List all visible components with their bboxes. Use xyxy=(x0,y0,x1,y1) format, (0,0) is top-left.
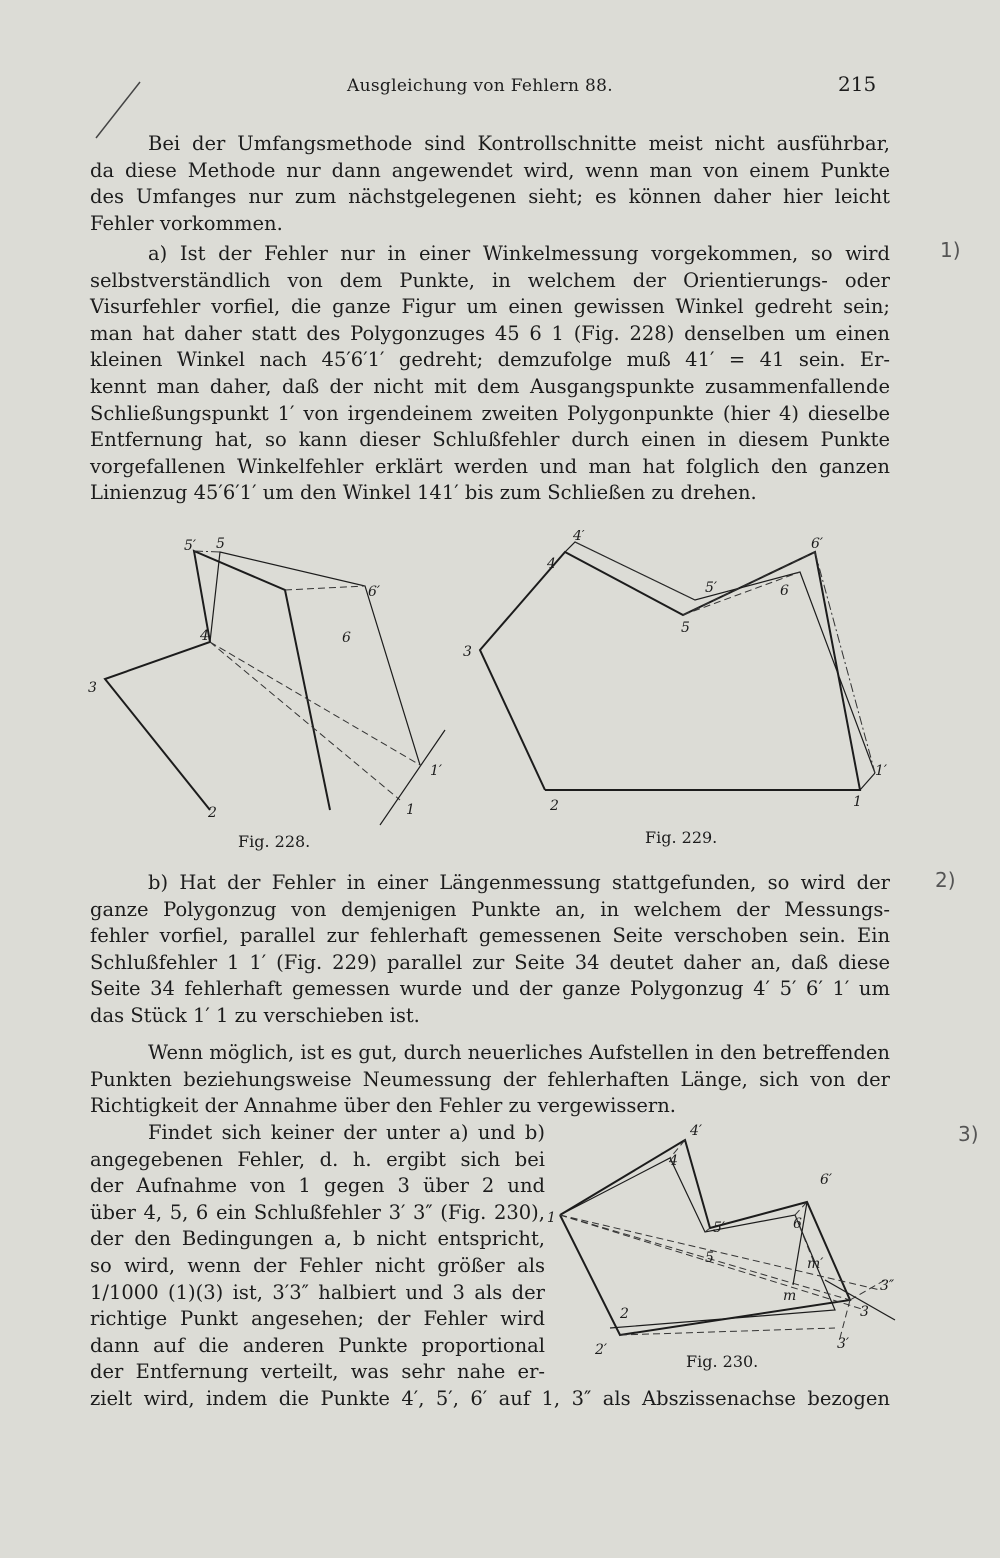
label: 2′ xyxy=(595,1342,608,1358)
paragraph-verify xyxy=(90,1040,890,1120)
text-line: des Umfanges nur zum nächstgelegenen sieht; es können daher hier leicht xyxy=(90,185,890,209)
text-line: so wird, wenn der Fehler nicht größer als xyxy=(90,1253,545,1277)
margin-note: 1) xyxy=(940,238,961,262)
label: 6′ xyxy=(368,584,381,600)
text-line: angegebenen Fehler, d. h. ergibt sich bei xyxy=(90,1147,545,1171)
label: 2 xyxy=(550,798,559,814)
text-line: Schlußfehler 1 1′ (Fig. 229) parallel zur Seite 34 deutet daher an, daß diese xyxy=(90,950,890,974)
text-line: man hat daher statt des Polygonzuges 45 6 1 (Fig. 228) denselben um einen xyxy=(90,321,890,345)
label: 2 xyxy=(620,1306,629,1322)
text-line: Fehler vorkommen. xyxy=(90,211,283,235)
paragraph-b xyxy=(90,870,890,1030)
text-line: selbstverständlich von dem Punkte, in welchem der Orientierungs- oder xyxy=(90,268,890,292)
label: 1 xyxy=(406,802,415,818)
text-line: über 4, 5, 6 ein Schlußfehler 3′ 3″ (Fig. 230), xyxy=(90,1200,545,1224)
figure-230 xyxy=(545,1120,905,1360)
text-line: Linienzug 45′6′1′ um den Winkel 141′ bis zum Schließen zu drehen. xyxy=(90,481,757,505)
text-line: zielt wird, indem die Punkte 4′, 5′, 6′ auf 1, 3″ als Abszissenachse bezogen xyxy=(90,1387,890,1410)
text-line: fehler vorfiel, parallel zur fehlerhaft gemessenen Seite verschoben sein. Ein xyxy=(90,924,890,948)
paragraph-continuation xyxy=(90,1386,890,1413)
text-line: ganze Polygonzug von demjenigen Punkte an, in welchem der Messungs- xyxy=(90,897,890,921)
text-line: Richtigkeit der Annahme über den Fehler zu vergewissern. xyxy=(90,1094,676,1118)
label: 3 xyxy=(88,680,97,696)
text-line: richtige Punkt angesehen; der Fehler wird xyxy=(90,1307,545,1331)
caption-fig230: Fig. 230. xyxy=(686,1352,759,1371)
label: 3 xyxy=(860,1304,869,1320)
label: 5′ xyxy=(713,1220,726,1236)
label: 6 xyxy=(793,1216,802,1232)
label: 1 xyxy=(547,1210,556,1226)
text-line: dann auf die anderen Punkte proportional xyxy=(90,1333,545,1357)
margin-note: 3) xyxy=(958,1122,979,1146)
label: 5 xyxy=(216,536,225,552)
label: 4′ xyxy=(573,530,586,544)
paragraph-intro xyxy=(90,131,890,237)
label: 2 xyxy=(208,805,217,821)
margin-note: 2) xyxy=(935,868,956,892)
figure-229 xyxy=(455,530,895,830)
label: 6 xyxy=(780,583,789,599)
text-line: Seite 34 fehlerhaft gemessen wurde und der ganze Polygonzug 4′ 5′ 6′ 1′ um xyxy=(90,977,890,1001)
caption-fig229: Fig. 229. xyxy=(645,828,718,847)
label: 6 xyxy=(342,630,351,646)
label: m′ xyxy=(807,1256,824,1272)
caption-fig228: Fig. 228. xyxy=(238,832,311,851)
text-line: kennt man daher, daß der nicht mit dem Ausgangspunkte zusammenfallende xyxy=(90,374,890,398)
text-line: Schließungspunkt 1′ von irgendeinem zweiten Polygonpunkte (hier 4) dieselbe xyxy=(90,401,890,425)
label: 6′ xyxy=(820,1172,833,1188)
label: 1 xyxy=(853,794,862,810)
label: 5 xyxy=(705,1250,714,1266)
text-line: 1/1000 (1)(3) ist, 3′3″ halbiert und 3 als der xyxy=(90,1280,545,1304)
label: 4′ xyxy=(690,1123,703,1139)
text-line: Wenn möglich, ist es gut, durch neuerliches Aufstellen in den betreffenden xyxy=(148,1041,890,1064)
label: 4 xyxy=(669,1153,678,1169)
text-line: da diese Methode nur dann angewendet wird, wenn man von einem Punkte xyxy=(90,158,890,182)
label: 3″ xyxy=(880,1278,895,1294)
text-line: Bei der Umfangsmethode sind Kontrollschnitte meist nicht ausführbar, xyxy=(148,132,890,155)
text-line: der Aufnahme von 1 gegen 3 über 2 und xyxy=(90,1174,545,1198)
running-header: Ausgleichung von Fehlern 88. xyxy=(347,76,613,96)
label: 5 xyxy=(681,620,690,636)
label: 1′ xyxy=(875,763,888,779)
label: 6′ xyxy=(811,536,824,552)
label: 3′ xyxy=(837,1336,850,1352)
page-number: 215 xyxy=(838,72,877,96)
label: 4 xyxy=(547,556,556,572)
label: 5′ xyxy=(184,538,197,554)
figure-228 xyxy=(80,530,460,830)
text-line: der den Bedingungen a, b nicht entspricht, xyxy=(90,1227,545,1251)
text-line: Findet sich keiner der unter a) und b) xyxy=(148,1121,545,1144)
text-line: vorgefallenen Winkelfehler erklärt werden und man hat folglich den ganzen xyxy=(90,454,890,478)
text-line: Visurfehler vorfiel, die ganze Figur um einen gewissen Winkel gedreht sein; xyxy=(90,295,890,319)
text-line: Entfernung hat, so kann dieser Schlußfehler durch einen in diesem Punkte xyxy=(90,428,890,452)
label: m xyxy=(783,1288,797,1304)
paragraph-a xyxy=(90,241,890,507)
label: 4 xyxy=(200,628,209,644)
text-line: kleinen Winkel nach 45′6′1′ gedreht; demzufolge muß 41′ = 41 sein. Er- xyxy=(90,348,890,372)
label: 5′ xyxy=(705,580,718,596)
label: 1′ xyxy=(430,763,443,779)
text-line: der Entfernung verteilt, was sehr nahe er- xyxy=(90,1360,545,1384)
text-line: Punkten beziehungsweise Neumessung der fehlerhaften Länge, sich von der xyxy=(90,1067,890,1091)
text-line: a) Ist der Fehler nur in einer Winkelmessung vorgekommen, so wird xyxy=(148,242,890,265)
label: 3 xyxy=(463,644,472,660)
text-line: das Stück 1′ 1 zu verschieben ist. xyxy=(90,1003,420,1027)
paragraph-distribution xyxy=(90,1120,545,1386)
text-line: b) Hat der Fehler in einer Längenmessung stattgefunden, so wird der xyxy=(148,871,890,894)
